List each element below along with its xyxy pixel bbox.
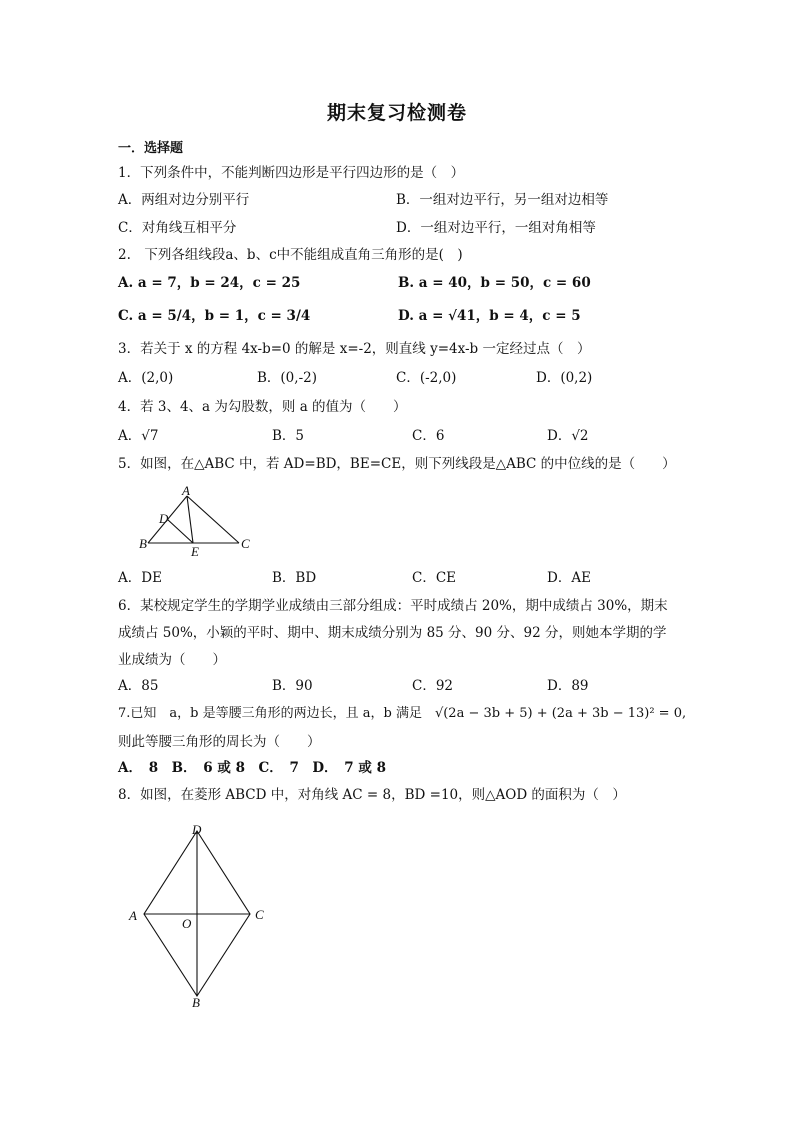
label-c: C [241, 536, 250, 551]
label-o: O [182, 916, 192, 931]
question-6-option-d: D．89 [547, 678, 589, 694]
question-4-option-b: B．5 [272, 428, 305, 444]
question-6-line-2: 成绩占 50%，小颖的平时、期中、期末成绩分别为 85 分、90 分、92 分，则她本学期的学 [118, 625, 667, 641]
question-3-option-a: A．(2,0) [118, 370, 174, 386]
question-1-option-d: D．一组对边平行，一组对角相等 [396, 220, 596, 236]
question-4-option-a: A．√7 [118, 428, 159, 444]
question-5-option-a: A．DE [118, 570, 162, 586]
question-3-stem: 3．若关于 x 的方程 4x-b=0 的解是 x=-2，则直线 y=4x-b 一定经过点（ ） [118, 341, 591, 357]
question-1-option-c: C．对角线互相平分 [118, 220, 237, 236]
question-2-option-c: C. a = 5/4，b = 1，c = 3/4 [118, 308, 311, 324]
question-7-line-2: 则此等腰三角形的周长为（ ） [118, 734, 321, 750]
question-6-line-1: 6．某校规定学生的学期学业成绩由三部分组成：平时成绩占 20%，期中成绩占 30%，期末 [118, 598, 668, 614]
rhombus-abcd-figure [122, 818, 282, 1010]
question-5-option-b: B．BD [272, 570, 317, 586]
question-5-option-c: C．CE [412, 570, 457, 586]
segment-de [167, 519, 193, 543]
label-a: A [129, 908, 137, 923]
question-6-option-b: B．90 [272, 678, 313, 694]
question-5-stem: 5．如图，在△ABC 中，若 AD=BD，BE=CE，则下列线段是△ABC 的中位线的是（ ） [118, 456, 676, 472]
question-2-stem: 2. 下列各组线段a、b、c中不能组成直角三角形的是( ) [118, 247, 463, 263]
question-5-option-d: D．AE [547, 570, 591, 586]
label-c: C [255, 907, 264, 922]
question-1-stem: 1．下列条件中，不能判断四边形是平行四边形的是（ ） [118, 165, 465, 181]
question-1-option-a: A．两组对边分别平行 [118, 192, 250, 208]
label-d: D [159, 511, 169, 526]
question-7-line-1: 7.已知 a，b 是等腰三角形的两边长，且 a，b 满足 √(2a − 3b + 5) + (2a + 3b − 13)² = 0, [118, 706, 687, 721]
segment-ac [187, 496, 239, 543]
label-b: B [192, 995, 200, 1010]
question-6-option-a: A．85 [118, 678, 159, 694]
question-4-stem: 4．若 3、4、a 为勾股数，则 a 的值为（ ） [118, 399, 407, 415]
label-a: A [182, 483, 190, 498]
question-8-stem: 8．如图，在菱形 ABCD 中，对角线 AC = 8，BD =10，则△AOD 的面积为（ ） [118, 787, 626, 803]
question-4-option-c: C．6 [412, 428, 445, 444]
question-3-option-c: C．(-2,0) [396, 370, 457, 386]
question-4-option-d: D．√2 [547, 428, 589, 444]
question-7-options: A． 8 B． 6 或 8 C． 7 D． 7 或 8 [118, 760, 386, 776]
question-2-option-a: A. a = 7，b = 24，c = 25 [118, 275, 301, 291]
label-e: E [191, 544, 199, 559]
label-d: D [192, 822, 202, 837]
page-title: 期末复习检测卷 [326, 102, 467, 124]
question-2-option-b: B. a = 40，b = 50，c = 60 [398, 275, 591, 291]
question-2-option-d: D. a = √41，b = 4，c = 5 [398, 308, 581, 324]
question-1-option-b: B．一组对边平行，另一组对边相等 [396, 192, 609, 208]
question-3-option-d: D．(0,2) [536, 370, 593, 386]
section-heading: 一．选择题 [118, 141, 184, 156]
triangle-abc-figure [135, 482, 260, 562]
label-b: B [139, 536, 147, 551]
question-3-option-b: B．(0,-2) [257, 370, 317, 386]
segment-ae [187, 496, 193, 543]
question-6-option-c: C．92 [412, 678, 454, 694]
question-6-line-3: 业成绩为（ ） [118, 652, 226, 668]
